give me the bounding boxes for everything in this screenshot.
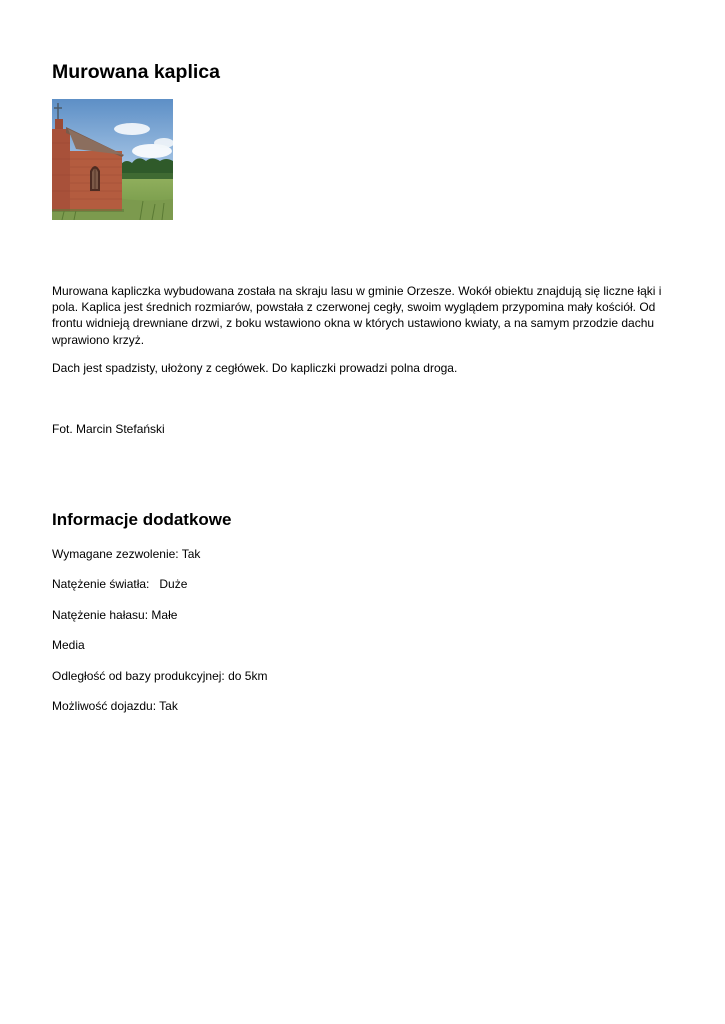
info-media: Media [52, 638, 85, 652]
info-permit: Wymagane zezwolenie: Tak [52, 547, 201, 561]
info-noise: Natężenie hałasu: Małe [52, 608, 178, 622]
info-distance: Odległość od bazy produkcyjnej: do 5km [52, 669, 268, 683]
section-title-additional-info: Informacje dodatkowe [52, 510, 232, 529]
info-access: Możliwość dojazdu: Tak [52, 699, 178, 713]
info-light: Natężenie światła: Duże [52, 577, 188, 591]
page-title: Murowana kaplica [52, 61, 220, 83]
roof-text: Dach jest spadzisty, ułożony z cegłówek. Do kapliczki prowadzi polna droga. [52, 361, 458, 375]
description-text: Murowana kapliczka wybudowana została na skraju lasu w gminie Orzesze. Wokół obiektu znajdują się liczne łąki i pola. Kaplica jest średnich rozmiarów, powstała z czerwonej cegły, swoim wyglądem przypomina mały kościół. Od frontu widnieją drewniane drzwi, z boku wstawiono okna w których ustawiono kwiaty, a na samym przodzie dachu wprawiono krzyż. [52, 284, 662, 347]
photo-credit: Fot. Marcin Stefański [52, 422, 165, 436]
chapel-photo [52, 99, 173, 220]
